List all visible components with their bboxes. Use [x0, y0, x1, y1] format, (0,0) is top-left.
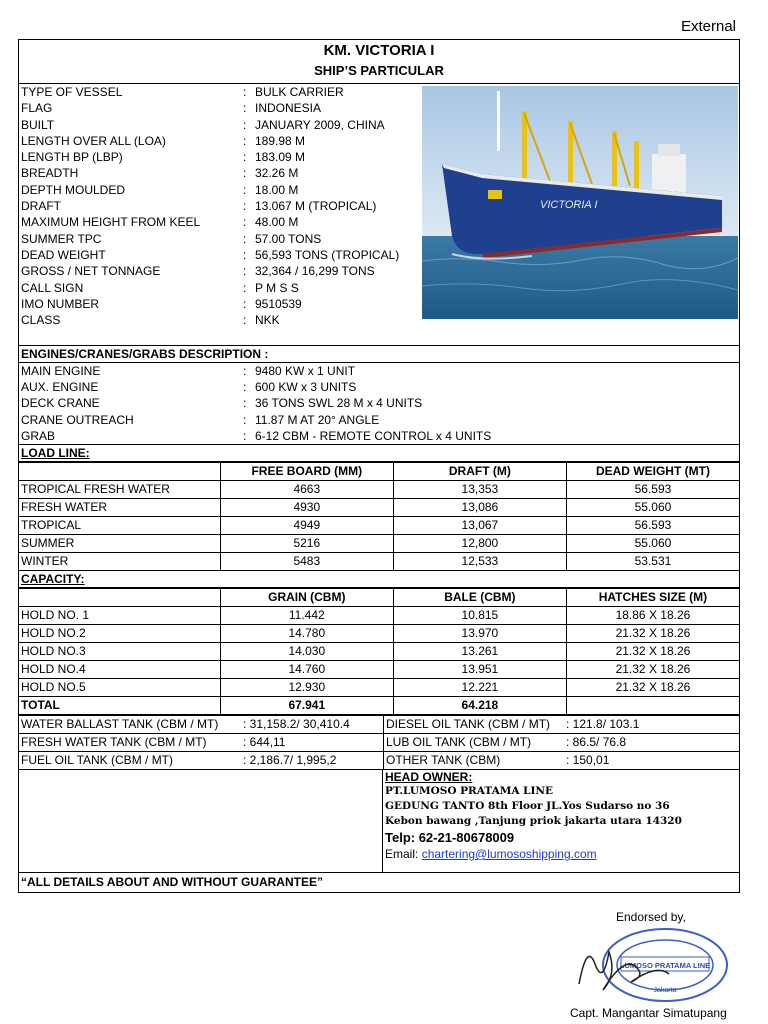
colon: : — [243, 296, 247, 311]
table-cell: 21.32 X 18.26 — [566, 624, 739, 642]
particular-label: GROSS / NET TONNAGE — [21, 264, 161, 279]
table-row — [19, 516, 739, 534]
particular-value: 183.09 M — [255, 150, 306, 165]
email-label: Email: — [385, 846, 419, 861]
table-cell: 18.86 X 18.26 — [566, 606, 739, 624]
particular-label: BREADTH — [21, 166, 79, 181]
tank-row — [19, 733, 739, 751]
column-header: FREE BOARD (MM) — [220, 462, 393, 480]
table-cell: 14.760 — [220, 660, 393, 678]
tank-table — [19, 715, 739, 770]
engine-label: AUX. ENGINE — [21, 380, 99, 395]
particulars-section — [19, 84, 739, 346]
tank-label: LUB OIL TANK (CBM / MT) — [384, 733, 565, 751]
capacity-table — [19, 588, 739, 715]
total-cell — [566, 696, 739, 714]
tank-value: : 2,186.7/ 1,995,2 — [241, 751, 384, 769]
row-label: SUMMER — [19, 534, 220, 552]
engine-value: 9480 KW x 1 UNIT — [255, 364, 356, 378]
total-row — [19, 696, 739, 714]
row-label: WINTER — [19, 552, 220, 570]
tank-value: : 86.5/ 76.8 — [564, 733, 739, 751]
table-cell: 4663 — [220, 480, 393, 498]
hull-name-text: VICTORIA I — [540, 199, 598, 211]
particular-value: P M S S — [255, 280, 299, 295]
row-label: HOLD NO. 1 — [19, 606, 220, 624]
table-cell: 13.970 — [393, 624, 566, 642]
column-header: BALE (CBM) — [393, 588, 566, 606]
colon: : — [243, 166, 247, 181]
table-cell: 56.593 — [566, 516, 739, 534]
owner-block — [19, 770, 739, 873]
endorsed-by-label: Endorsed by, — [616, 910, 686, 924]
head-owner-info — [383, 770, 739, 872]
particular-label: MAXIMUM HEIGHT FROM KEEL — [21, 215, 201, 230]
particular-value: 13.067 M (TROPICAL) — [255, 199, 377, 214]
engine-row — [19, 412, 739, 428]
row-label: HOLD NO.3 — [19, 642, 220, 660]
table-row — [19, 606, 739, 624]
row-label: HOLD NO.5 — [19, 678, 220, 696]
engine-row — [19, 428, 739, 444]
row-label: TROPICAL FRESH WATER — [19, 480, 220, 498]
engine-value: 6-12 CBM - REMOTE CONTROL x 4 UNITS — [255, 428, 492, 443]
ship-illustration — [422, 86, 738, 319]
particular-label: LENGTH OVER ALL (LOA) — [21, 133, 166, 148]
particular-label: TYPE OF VESSEL — [21, 85, 123, 99]
table-row — [19, 642, 739, 660]
table-cell: 21.32 X 18.26 — [566, 642, 739, 660]
engine-label: CRANE OUTREACH — [21, 412, 134, 427]
table-cell: 14.780 — [220, 624, 393, 642]
header-blank-cell — [19, 462, 220, 480]
external-label: External — [680, 18, 736, 35]
particular-label: CALL SIGN — [21, 280, 84, 295]
table-cell: 53.531 — [566, 552, 739, 570]
svg-text:LUMOSO PRATAMA LINE: LUMOSO PRATAMA LINE — [619, 961, 711, 970]
column-header: DEAD WEIGHT (MT) — [566, 462, 739, 480]
table-row — [19, 660, 739, 678]
table-cell: 12,533 — [393, 552, 566, 570]
particular-value: INDONESIA — [255, 101, 322, 116]
table-cell: 5216 — [220, 534, 393, 552]
engine-label: DECK CRANE — [21, 396, 100, 411]
table-cell: 13,067 — [393, 516, 566, 534]
colon: : — [243, 364, 247, 378]
particular-label: SUMMER TPC — [21, 231, 102, 246]
owner-company: PT.LUMOSO PRATAMA LINE — [385, 784, 554, 797]
engine-label: GRAB — [21, 428, 56, 443]
table-cell: 10.815 — [393, 606, 566, 624]
colon: : — [243, 396, 247, 411]
colon: : — [243, 182, 247, 197]
particular-label: FLAG — [21, 101, 53, 116]
particular-label: DEPTH MOULDED — [21, 182, 126, 197]
particular-label: LENGTH BP (LBP) — [21, 150, 123, 165]
particular-value: 9510539 — [255, 296, 302, 311]
engine-value: 600 KW x 3 UNITS — [255, 380, 357, 395]
table-cell: 13,086 — [393, 498, 566, 516]
owner-address-line1: GEDUNG TANTO 8th Floor JL.Yos Sudarso no 36 — [385, 799, 670, 812]
tank-value: : 644,11 — [241, 733, 384, 751]
colon: : — [243, 247, 247, 262]
owner-telephone: Telp: 62-21-80678009 — [385, 829, 515, 845]
tank-row — [19, 715, 739, 733]
row-label: FRESH WATER — [19, 498, 220, 516]
table-cell: 21.32 X 18.26 — [566, 678, 739, 696]
engines-list — [19, 363, 739, 445]
row-label: HOLD NO.2 — [19, 624, 220, 642]
colon: : — [243, 215, 247, 230]
table-cell: 12.930 — [220, 678, 393, 696]
engine-value: 11.87 M AT 20° ANGLE — [255, 412, 380, 427]
table-cell: 13.261 — [393, 642, 566, 660]
capacity-heading: CAPACITY: — [19, 571, 739, 588]
engines-heading: ENGINES/CRANES/GRABS DESCRIPTION : — [19, 346, 739, 363]
table-cell: 13.951 — [393, 660, 566, 678]
particular-label: BUILT — [21, 117, 55, 132]
ship-particulars-sheet — [18, 39, 740, 893]
engine-label: MAIN ENGINE — [21, 364, 101, 378]
load-line-table — [19, 462, 739, 571]
load-line-heading: LOAD LINE: — [19, 445, 739, 462]
particular-value: BULK CARRIER — [255, 85, 344, 99]
colon: : — [243, 85, 247, 99]
colon: : — [243, 264, 247, 279]
engine-row — [19, 363, 739, 379]
table-cell: 55.060 — [566, 498, 739, 516]
particular-label: IMO NUMBER — [21, 296, 99, 311]
stamp-graphic — [565, 924, 735, 1006]
engine-row — [19, 395, 739, 411]
table-row — [19, 624, 739, 642]
column-header: DRAFT (M) — [393, 462, 566, 480]
engine-value: 36 TONS SWL 28 M x 4 UNITS — [255, 396, 423, 411]
table-row — [19, 678, 739, 696]
table-cell: 56.593 — [566, 480, 739, 498]
tank-value: : 31,158.2/ 30,410.4 — [241, 715, 384, 733]
owner-blank-cell — [19, 770, 383, 872]
engine-row — [19, 379, 739, 395]
head-owner-heading: HEAD OWNER: — [385, 769, 473, 784]
table-cell: 13,353 — [393, 480, 566, 498]
tank-value: : 121.8/ 103.1 — [564, 715, 739, 733]
particular-label: DRAFT — [21, 199, 61, 214]
particular-label: CLASS — [21, 313, 61, 328]
email-link[interactable]: chartering@lumososhipping.com — [421, 846, 597, 861]
particular-value: 189.98 M — [255, 133, 306, 148]
total-cell: 64.218 — [393, 696, 566, 714]
table-header-row — [19, 588, 739, 606]
colon: : — [243, 101, 247, 116]
particular-value: 56,593 TONS (TROPICAL) — [255, 247, 400, 262]
table-row — [19, 480, 739, 498]
table-cell: 14.030 — [220, 642, 393, 660]
particular-value: 57.00 TONS — [255, 231, 322, 246]
tank-row — [19, 751, 739, 769]
table-cell: 12.221 — [393, 678, 566, 696]
colon: : — [243, 150, 247, 165]
table-row — [19, 534, 739, 552]
colon: : — [243, 380, 247, 395]
header-blank-cell — [19, 588, 220, 606]
particular-value: 32.26 M — [255, 166, 299, 181]
company-stamp — [565, 924, 735, 1006]
tank-label: FUEL OIL TANK (CBM / MT) — [19, 751, 241, 769]
colon: : — [243, 231, 247, 246]
row-label: HOLD NO.4 — [19, 660, 220, 678]
table-cell: 4930 — [220, 498, 393, 516]
row-label: TROPICAL — [19, 516, 220, 534]
colon: : — [243, 280, 247, 295]
ship-photo — [422, 86, 738, 319]
owner-email-row — [385, 847, 739, 861]
colon: : — [243, 313, 247, 328]
total-cell: 67.941 — [220, 696, 393, 714]
colon: : — [243, 133, 247, 148]
tank-value: : 150,01 — [564, 751, 739, 769]
table-cell: 55.060 — [566, 534, 739, 552]
tank-label: FRESH WATER TANK (CBM / MT) — [19, 733, 241, 751]
particular-value: NKK — [255, 313, 280, 328]
vessel-name-title: KM. VICTORIA I — [323, 42, 435, 59]
column-header: HATCHES SIZE (M) — [566, 588, 739, 606]
particular-value: 48.00 M — [255, 215, 299, 230]
total-label: TOTAL — [19, 696, 220, 714]
tank-label: DIESEL OIL TANK (CBM / MT) — [384, 715, 565, 733]
svg-text:Jakarta: Jakarta — [653, 987, 677, 994]
document-subtitle: SHIP’S PARTICULAR — [19, 62, 739, 84]
particular-value: 32,364 / 16,299 TONS — [255, 264, 375, 279]
colon: : — [243, 412, 247, 427]
table-row — [19, 498, 739, 516]
table-cell: 4949 — [220, 516, 393, 534]
particular-label: DEAD WEIGHT — [21, 247, 106, 262]
tank-label: OTHER TANK (CBM) — [384, 751, 565, 769]
signer-name: Capt. Mangantar Simatupang — [570, 1006, 727, 1020]
colon: : — [243, 199, 247, 214]
disclaimer-text: “ALL DETAILS ABOUT AND WITHOUT GUARANTEE” — [19, 873, 739, 893]
column-header: GRAIN (CBM) — [220, 588, 393, 606]
tank-label: WATER BALLAST TANK (CBM / MT) — [19, 715, 241, 733]
table-cell: 11.442 — [220, 606, 393, 624]
particular-value: JANUARY 2009, CHINA — [255, 117, 385, 132]
table-cell: 12,800 — [393, 534, 566, 552]
table-cell: 5483 — [220, 552, 393, 570]
particular-value: 18.00 M — [255, 182, 299, 197]
table-row — [19, 552, 739, 570]
colon: : — [243, 428, 247, 443]
owner-address-line2: Kebon bawang ,Tanjung priok jakarta utara 14320 — [385, 814, 682, 827]
table-cell: 21.32 X 18.26 — [566, 660, 739, 678]
colon: : — [243, 117, 247, 132]
table-header-row — [19, 462, 739, 480]
